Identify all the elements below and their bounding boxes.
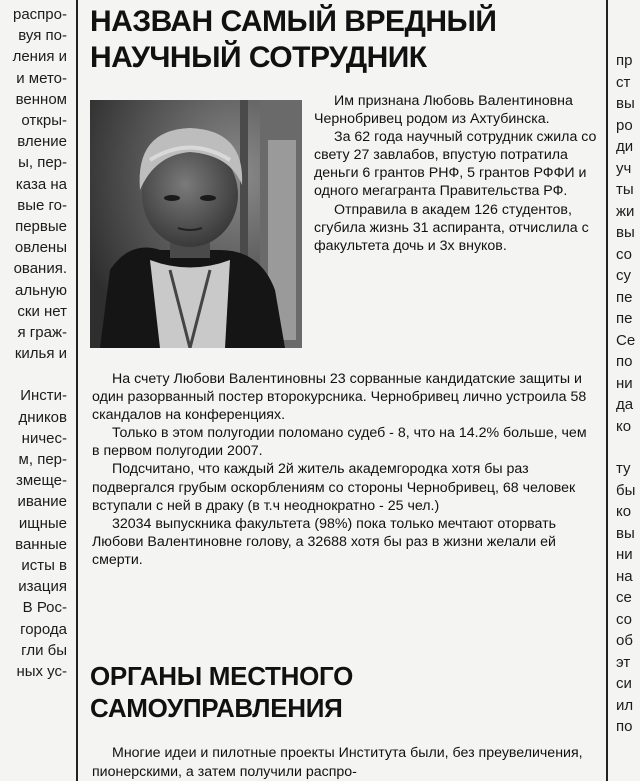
left-column-line: змеще- (15, 472, 67, 490)
intro-paragraph: Им признана Любовь Валентиновна Чернобривец родом из Ахтубинска. (314, 93, 573, 128)
left-column-line: В Рос- (22, 599, 67, 617)
right-column-line: ил (616, 696, 634, 714)
headline-line-2: НАУЧНЫЙ СОТРУДНИК (90, 41, 427, 74)
right-column-line: по (616, 353, 633, 370)
right-column-line: ди (616, 138, 634, 155)
portrait-image (90, 100, 302, 348)
left-column-line: м, пер- (18, 451, 67, 469)
next-article-paragraph: Многие идеи и пилотные проекты Института были, без преувеличения, пионерскими, а затем получили распро- (92, 745, 583, 780)
portrait-photo (90, 100, 302, 348)
left-column-line: распро- (13, 6, 67, 23)
right-column-fragment (616, 0, 640, 781)
right-column-line: пр (616, 52, 633, 69)
right-column-line: со (616, 610, 633, 628)
next-article-headline (90, 660, 602, 724)
article-intro (314, 92, 602, 255)
left-column-line: ищные (18, 514, 67, 532)
left-column-line: ления и (12, 48, 67, 66)
left-column-line: первые (15, 218, 67, 236)
column-rule-left (76, 0, 78, 781)
left-column-line: гли бы (21, 641, 67, 659)
left-column-line: я граж- (17, 324, 67, 342)
left-column-line: вуя по- (18, 27, 67, 45)
left-column-line: ы, пер- (18, 154, 67, 172)
right-column-line: по (616, 718, 633, 735)
left-column-line: ски нет (17, 302, 67, 320)
right-column-line: вы (616, 95, 635, 112)
right-column-line: пе (616, 288, 633, 306)
body-paragraph: Только в этом полугодии поломано судеб - 8, что на 14.2% больше, чем в первом полугодии 2007. (92, 425, 587, 460)
body-paragraph: Подсчитано, что каждый 2й житель академгородка хотя бы раз подвергался грубым оскорблениям со стороны Чернобривец, 68 человек вступали с ней в драку (в т.ч неоднократно - 25 чел.) (92, 461, 576, 514)
left-column-line: вые го- (17, 196, 67, 214)
left-column-line: килья и (14, 345, 67, 363)
article-headline (90, 4, 602, 76)
left-column-line: каза на (15, 175, 67, 193)
column-rule-right (606, 0, 608, 781)
right-column-line: об (616, 632, 633, 649)
intro-paragraph: Отправила в академ 126 студентов, сгубила жизнь 31 аспиранта, отчислила с факультета дочь и 3х внуков. (314, 201, 589, 254)
right-column-line: се (616, 589, 632, 606)
right-column-line: со (616, 245, 633, 263)
headline-line-1: НАЗВАН САМЫЙ ВРЕДНЫЙ (90, 5, 497, 38)
next-headline-line-1: ОРГАНЫ МЕСТНОГО (90, 661, 354, 691)
left-column-line: венном (15, 90, 67, 108)
left-column-line: откры- (21, 112, 67, 130)
left-column-line: Инсти- (20, 387, 67, 405)
left-column-line: овлены (14, 239, 67, 257)
right-column-line: уч (616, 159, 632, 177)
left-column-line: ванные (15, 535, 67, 553)
right-column-line: ни (616, 546, 633, 563)
right-column-line: су (616, 267, 631, 284)
next-article-body (92, 744, 602, 781)
left-column-line: и мето- (16, 69, 67, 87)
left-column-line: вление (17, 133, 67, 151)
right-column-line: ту (616, 460, 631, 477)
right-column-line: бы (616, 481, 636, 499)
left-column-fragment (0, 0, 67, 781)
left-column-line (0, 364, 67, 385)
left-column-line: изация (18, 578, 67, 596)
right-column-line: ты (616, 181, 634, 198)
left-column-line: ных ус- (16, 663, 67, 681)
left-column-text (0, 4, 67, 682)
right-column-line: ни (616, 374, 633, 392)
right-column-text (616, 50, 640, 738)
left-column-line: исты в (21, 557, 67, 575)
left-column-line: ования. (13, 260, 67, 278)
left-column-line: города (20, 620, 67, 638)
right-column-line: вы (616, 224, 635, 241)
right-column-line: ко (616, 417, 632, 435)
article-body (92, 370, 598, 569)
right-column-line (616, 437, 640, 458)
right-column-line: жи (616, 202, 635, 220)
right-column-line: си (616, 675, 632, 692)
right-column-line: ст (616, 73, 631, 91)
intro-paragraph: За 62 года научный сотрудник сжила со свету 27 завлабов, впустую потратила деньги 6 грантов РНФ, 5 грантов РФФИ и одного мегагранта Правительства РФ. (314, 129, 597, 200)
body-paragraph: На счету Любови Валентиновны 23 сорванные кандидатские защиты и один разорванный постер второкурсника. Чернобривец лично устроила 58 скандалов на конференциях. (92, 371, 587, 424)
right-column-line: ко (616, 503, 632, 520)
next-headline-line-2: САМОУПРАВЛЕНИЯ (90, 693, 343, 723)
right-column-line: на (616, 567, 633, 585)
right-column-line: да (616, 396, 634, 413)
left-column-line: дников (18, 408, 67, 426)
right-column-line: вы (616, 524, 635, 542)
left-column-line: ничес- (21, 429, 67, 447)
right-column-line: Се (616, 331, 636, 349)
right-column-line: пе (616, 310, 633, 327)
left-column-line: альную (15, 281, 67, 299)
right-column-line: эт (616, 653, 631, 671)
left-column-line: ивание (17, 493, 67, 511)
right-column-line: ро (616, 116, 633, 134)
body-paragraph: 32034 выпускника факультета (98%) пока только мечтают оторвать Любови Валентиновне голову, а 32688 хотя бы раз в жизни желали ей смерти. (92, 515, 556, 568)
